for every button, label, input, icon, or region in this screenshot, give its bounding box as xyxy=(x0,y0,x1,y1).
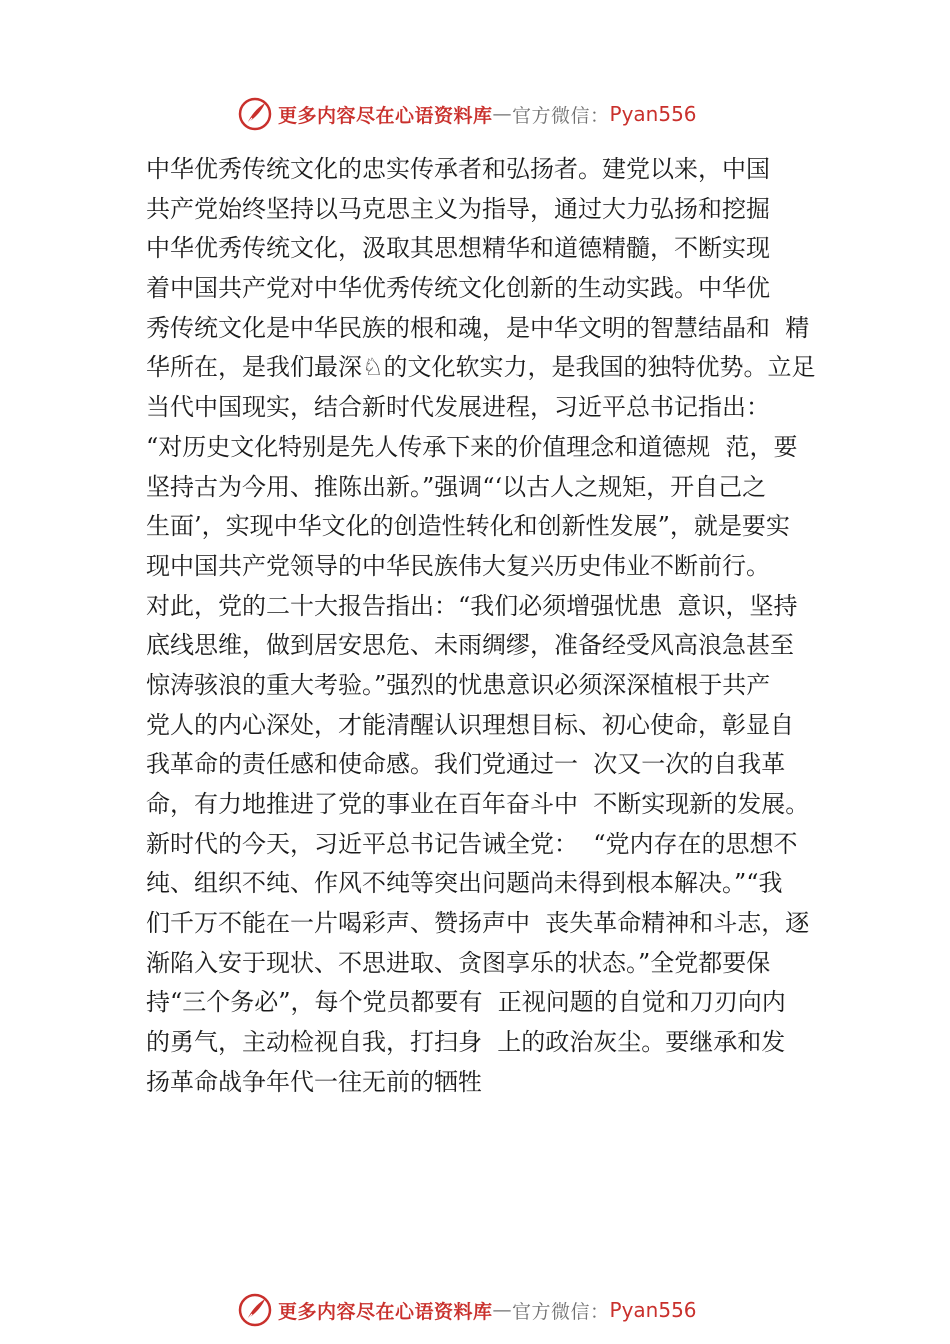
text-line: 生面’，实现中华文化的创造性转化和创新性发展”，就是要实 xyxy=(146,512,790,541)
text-line: 渐陷入安于现状、不思进取、贪图享乐的状态。”全党都要保 xyxy=(146,948,771,977)
text-line: 我革命的责任感和使命感。我们党通过一 次又一次的自我革 xyxy=(146,750,786,779)
text-line: 底线思维，做到居安思危、未雨绸缪，准备经受风高浪急甚至 xyxy=(146,631,794,660)
footer-banner xyxy=(238,1292,697,1328)
banner-dash: — xyxy=(492,1299,513,1321)
text-line: 纯、组织不纯、作风不纯等突出问题尚未得到根本解决。”“我 xyxy=(146,869,783,898)
banner-dash: — xyxy=(492,103,513,125)
banner-wechat-label: 官方微信： xyxy=(512,104,610,127)
text-line: 扬革命战争年代一往无前的牺牲 xyxy=(146,1067,482,1096)
text-line: 现中国共产党领导的中华民族伟大复兴历史伟业不断前行。 xyxy=(146,551,770,580)
text-line: 当代中国现实，结合新时代发展进程，习近平总书记指出： xyxy=(146,393,770,422)
text-line: 新时代的今天，习近平总书记告诫全党： “党内存在的思想不 xyxy=(146,829,798,858)
quill-logo-icon xyxy=(238,1293,272,1327)
text-line: 共产党始终坚持以马克思主义为指导，通过大力弘扬和挖掘 xyxy=(146,194,770,223)
text-line: 华所在，是我们最深♘的文化软实力，是我国的独特优势。立足 xyxy=(146,353,816,382)
text-line: 中华优秀传统文化的忠实传承者和弘扬者。建党以来，中国 xyxy=(146,155,770,183)
text-line: 惊涛骇浪的重大考验。”强烈的忧患意识必须深深植根于共产 xyxy=(146,670,771,699)
text-line: 着中国共产党对中华优秀传统文化创新的生动实践。中华优 xyxy=(146,274,770,303)
text-line: 的勇气，主动检视自我，打扫身 上的政治灰尘。要继承和发 xyxy=(146,1028,786,1057)
text-line: 命，有力地推进了党的事业在百年奋斗中 不断实现新的发展。 xyxy=(146,790,810,818)
banner-wechat-id: Pyan556 xyxy=(609,102,697,126)
text-line: “对历史文化特别是先人传承下来的价值理念和道德规 范，要 xyxy=(146,432,798,461)
quill-logo-icon xyxy=(238,97,272,131)
banner-site-name: 更多内容尽在心语资料库 xyxy=(278,104,493,127)
text-line: 秀传统文化是中华民族的根和魂，是中华文明的智慧结晶和 精 xyxy=(146,313,810,342)
text-line: 中华优秀传统文化，汲取其思想精华和道德精髓，不断实现 xyxy=(146,234,770,263)
text-line: 党人的内心深处，才能清醒认识理想目标、初心使命，彰显自 xyxy=(146,710,794,739)
text-line: 坚持古为今用、推陈出新。”强调“‘以古人之规矩，开自己之 xyxy=(146,472,767,501)
text-line: 持“三个务必”，每个党员都要有 正视问题的自觉和刀刃向内 xyxy=(146,988,786,1017)
banner-wechat-label: 官方微信： xyxy=(512,1300,610,1323)
text-line: 对此，党的二十大报告指出：“我们必须增强忧患 意识，坚持 xyxy=(146,591,798,620)
banner-site-name: 更多内容尽在心语资料库 xyxy=(278,1300,493,1323)
body-text xyxy=(146,150,836,1103)
header-banner xyxy=(238,96,697,132)
text-line: 们千万不能在一片喝彩声、赞扬声中 丧失革命精神和斗志，逐 xyxy=(146,909,810,938)
banner-wechat-id: Pyan556 xyxy=(609,1298,697,1322)
